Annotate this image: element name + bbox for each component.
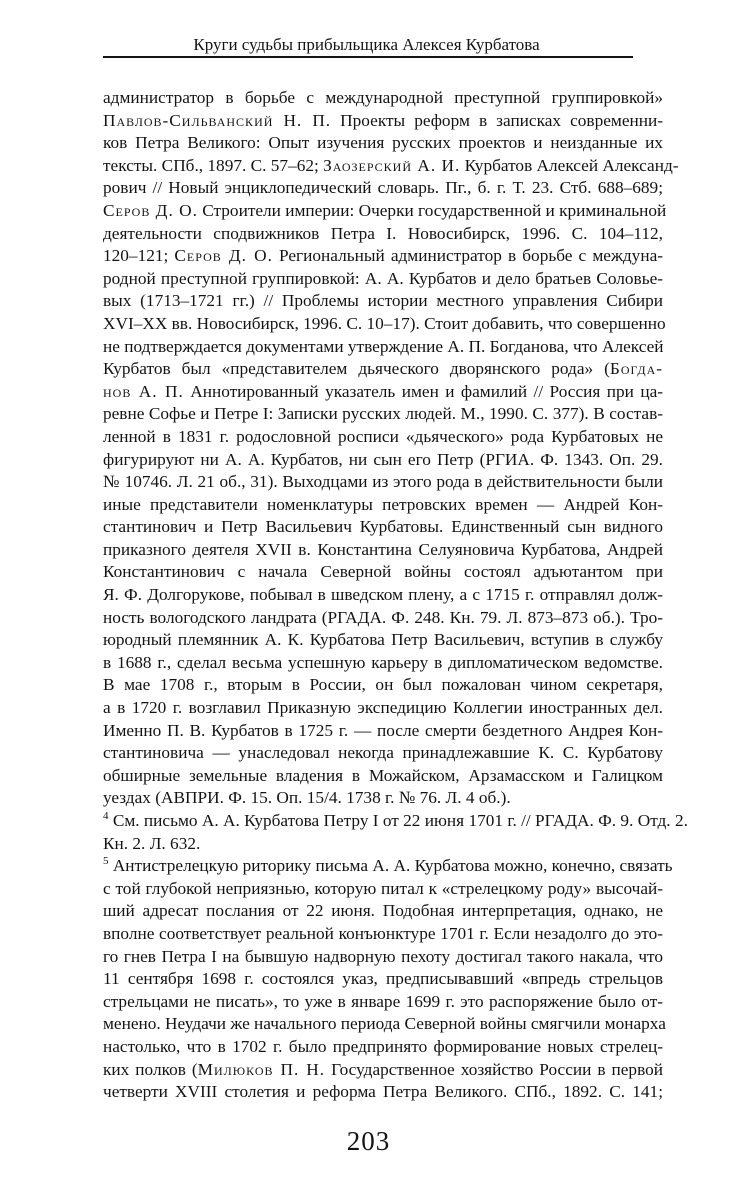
- text-line: [103, 1059, 663, 1082]
- text-line: [103, 629, 663, 652]
- text-line: [103, 765, 663, 788]
- text-line: [103, 991, 663, 1014]
- text-run: четверти XVIII столетия и реформа Петра Великого. СПб., 1892. С. 141;: [103, 1082, 663, 1102]
- text-run: Региональный администратор в борьбе с междуна-: [272, 246, 663, 266]
- header-rule: [103, 56, 633, 58]
- text-run: Государственное хозяйство России в первой: [325, 1059, 663, 1079]
- text-line: [103, 358, 663, 381]
- author-name: Серов Д. О.: [103, 200, 198, 220]
- text-line: [103, 1013, 666, 1036]
- text-run: Курбатов был «представителем дьяческого дворянского рода» (: [103, 359, 610, 379]
- footnote-number: 5: [103, 855, 109, 868]
- text-run: администратор в борьбе с международной преступной группировкой»: [103, 88, 663, 107]
- text-line: [103, 403, 663, 426]
- text-line: [103, 381, 663, 404]
- text-line: [103, 878, 663, 901]
- text-run: ков Петра Великого: Опыт изучения русских проектов и неизданные их: [103, 133, 663, 153]
- text-line: [103, 652, 663, 675]
- text-run: юродный племянник А. К. Курбатова Петр Васильевич, вступив в службу: [103, 630, 663, 650]
- footnote-4: [103, 810, 688, 855]
- author-name: Богда-: [609, 359, 663, 379]
- text-run: в 1688 г., сделал весьма успешную карьеру в дипломатическом ведомстве.: [103, 652, 663, 672]
- text-line: [103, 200, 667, 223]
- text-run: вполне соответствует реальной конъюнктуре 1701 г. Если незадолго до это-: [103, 923, 663, 943]
- text-run: Проекты реформ в записках современни-: [331, 110, 663, 130]
- text-run: 120–121;: [103, 246, 175, 266]
- text-run: ких полков (: [103, 1059, 198, 1079]
- text-line: [103, 968, 663, 991]
- text-run: 11 сентября 1698 г. состоялся указ, предписывавший «впредь стрельцов: [103, 969, 663, 989]
- text-run: ность вологодского ландрата (РГАДА. Ф. 248. Кн. 79. Л. 873–873 об.). Тро-: [103, 607, 663, 627]
- text-line: [103, 494, 663, 517]
- text-run: вых (1713–1721 гг.) // Проблемы истории местного управления Сибири: [103, 291, 663, 311]
- text-run: XVI–XX вв. Новосибирск, 1996. С. 10–17). Стоит добавить, что совершенно: [103, 313, 666, 333]
- text-run: Именно П. В. Курбатов в 1725 г. — после смерти бездетного Андрея Кон-: [103, 720, 663, 740]
- text-run: с той глубокой неприязнью, которую питал к «стрелецкому роду» высочай-: [103, 878, 663, 898]
- text-run: не подтверждается документами утверждение А. П. Богданова, что Алексей: [103, 336, 664, 356]
- text-run: приказного деятеля XVII в. Константина Селуяновича Курбатова, Андрей: [103, 539, 663, 559]
- author-name: Милюков П. Н.: [197, 1059, 326, 1079]
- text-line: [103, 516, 663, 539]
- text-run: Аннотированный указатель имен и фамилий // Россия при ца-: [183, 381, 663, 401]
- text-run: иные представители номенклатуры петровских времен — Андрей Кон-: [103, 494, 663, 514]
- author-name: Заозерский А. И.: [323, 155, 461, 175]
- text-run: ревне Софье и Петре I: Записки русских людей. М., 1990. С. 377). В состав-: [103, 404, 663, 424]
- text-line: [103, 177, 663, 200]
- text-line: [103, 720, 663, 743]
- footnote-3: [103, 87, 679, 810]
- text-line: [103, 336, 663, 359]
- text-run: ший адресат послания от 22 июня. Подобная интерпретация, однако, не: [103, 901, 663, 921]
- text-line: [103, 1081, 663, 1104]
- text-run: уездах (АВПРИ. Ф. 15. Оп. 15/4. 1738 г. № 76. Л. 4 об.).: [103, 788, 511, 808]
- footnote-5: [103, 855, 673, 1104]
- text-run: обширные земельные владения в Можайском, Арзамасском и Галицком: [103, 765, 663, 785]
- text-run: го гнев Петра I на бывшую надворную пехоту достигал такого накала, что: [103, 946, 663, 966]
- text-run: а в 1720 г. возглавил Приказную экспедицию Коллегии иностранных дел.: [103, 698, 663, 718]
- text-line: [103, 561, 663, 584]
- text-line: [103, 539, 663, 562]
- text-run: Курбатов Алексей Александ-: [460, 155, 679, 175]
- author-name: Павлов-Сильванский Н. П.: [103, 110, 332, 130]
- text-line: [103, 742, 663, 765]
- text-run: Антистрелецкую риторику письма А. А. Курбатова можно, конечно, связать: [108, 856, 673, 876]
- text-run: Я. Ф. Долгорукове, побывал в шведском плену, а с 1715 г. отправлял долж-: [103, 585, 663, 605]
- running-header: Круги судьбы прибыльщика Алексея Курбатова: [193, 35, 540, 54]
- text-line: [103, 87, 663, 110]
- text-line: [103, 471, 663, 494]
- text-line: [103, 697, 663, 720]
- text-line: [103, 223, 663, 246]
- text-run: менено. Неудачи же начального периода Северной войны смягчили монарха: [103, 1014, 666, 1034]
- text-run: тексты. СПб., 1897. С. 57–62;: [103, 155, 324, 175]
- text-run: Строители империи: Очерки государственной и криминальной: [197, 200, 667, 220]
- text-line: [103, 787, 663, 810]
- author-name: Серов Д. О.: [174, 246, 273, 266]
- text-line: [103, 268, 663, 291]
- footnote-number: 4: [103, 810, 109, 823]
- text-line: [103, 1036, 663, 1059]
- text-run: стрельцами не писать», то уже в январе 1699 г. это распоряжение было от-: [103, 991, 663, 1011]
- text-run: № 10746. Л. 21 об., 31). Выходцами из этого рода в действительности были: [103, 472, 663, 492]
- text-line: [103, 855, 673, 878]
- author-name: нов А. П.: [103, 381, 184, 401]
- text-line: [103, 810, 688, 833]
- text-line: [103, 155, 679, 178]
- text-run: фигурируют ни А. А. Курбатов, ни сын его Петр (РГИА. Ф. 1343. Оп. 29.: [103, 449, 663, 469]
- text-line: [103, 946, 663, 969]
- page-number: 203: [346, 1126, 391, 1156]
- text-line: [103, 900, 663, 923]
- text-line: [103, 833, 663, 856]
- text-run: ленной в 1831 г. родословной росписи «дьяческого» рода Курбатовых не: [103, 426, 663, 446]
- text-line: [103, 674, 663, 697]
- text-line: [103, 584, 663, 607]
- text-line: [103, 313, 666, 336]
- text-run: Константинович с начала Северной войны состоял адъютантом при: [103, 562, 663, 582]
- text-line: [103, 132, 663, 155]
- text-line: [103, 110, 663, 133]
- text-run: См. письмо А. А. Курбатова Петру I от 22 июня 1701 г. // РГАДА. Ф. 9. Отд. 2.: [108, 811, 688, 830]
- text-run: настолько, что в 1702 г. было предпринято формирование новых стрелец-: [103, 1036, 663, 1056]
- text-line: [103, 426, 663, 449]
- text-run: рович // Новый энциклопедический словарь. Пг., б. г. Т. 23. Стб. 688–689;: [103, 178, 663, 198]
- text-run: стантиновича — унаследовал некогда принадлежавшие К. С. Курбатову: [103, 743, 663, 763]
- footnotes-block: [103, 87, 688, 1104]
- text-line: [103, 607, 663, 630]
- text-run: деятельности сподвижников Петра I. Новосибирск, 1996. С. 104–112,: [103, 223, 663, 243]
- text-run: родной преступной группировкой: А. А. Курбатов и дело братьев Соловье-: [103, 268, 663, 288]
- text-line: [103, 449, 663, 472]
- text-line: [103, 923, 663, 946]
- text-run: Кн. 2. Л. 632.: [103, 833, 201, 853]
- text-line: [103, 245, 663, 268]
- text-line: [103, 290, 663, 313]
- text-run: стантинович и Петр Васильевич Курбатовы. Единственный сын видного: [103, 517, 663, 537]
- text-run: В мае 1708 г., вторым в России, он был пожалован чином секретаря,: [103, 675, 663, 695]
